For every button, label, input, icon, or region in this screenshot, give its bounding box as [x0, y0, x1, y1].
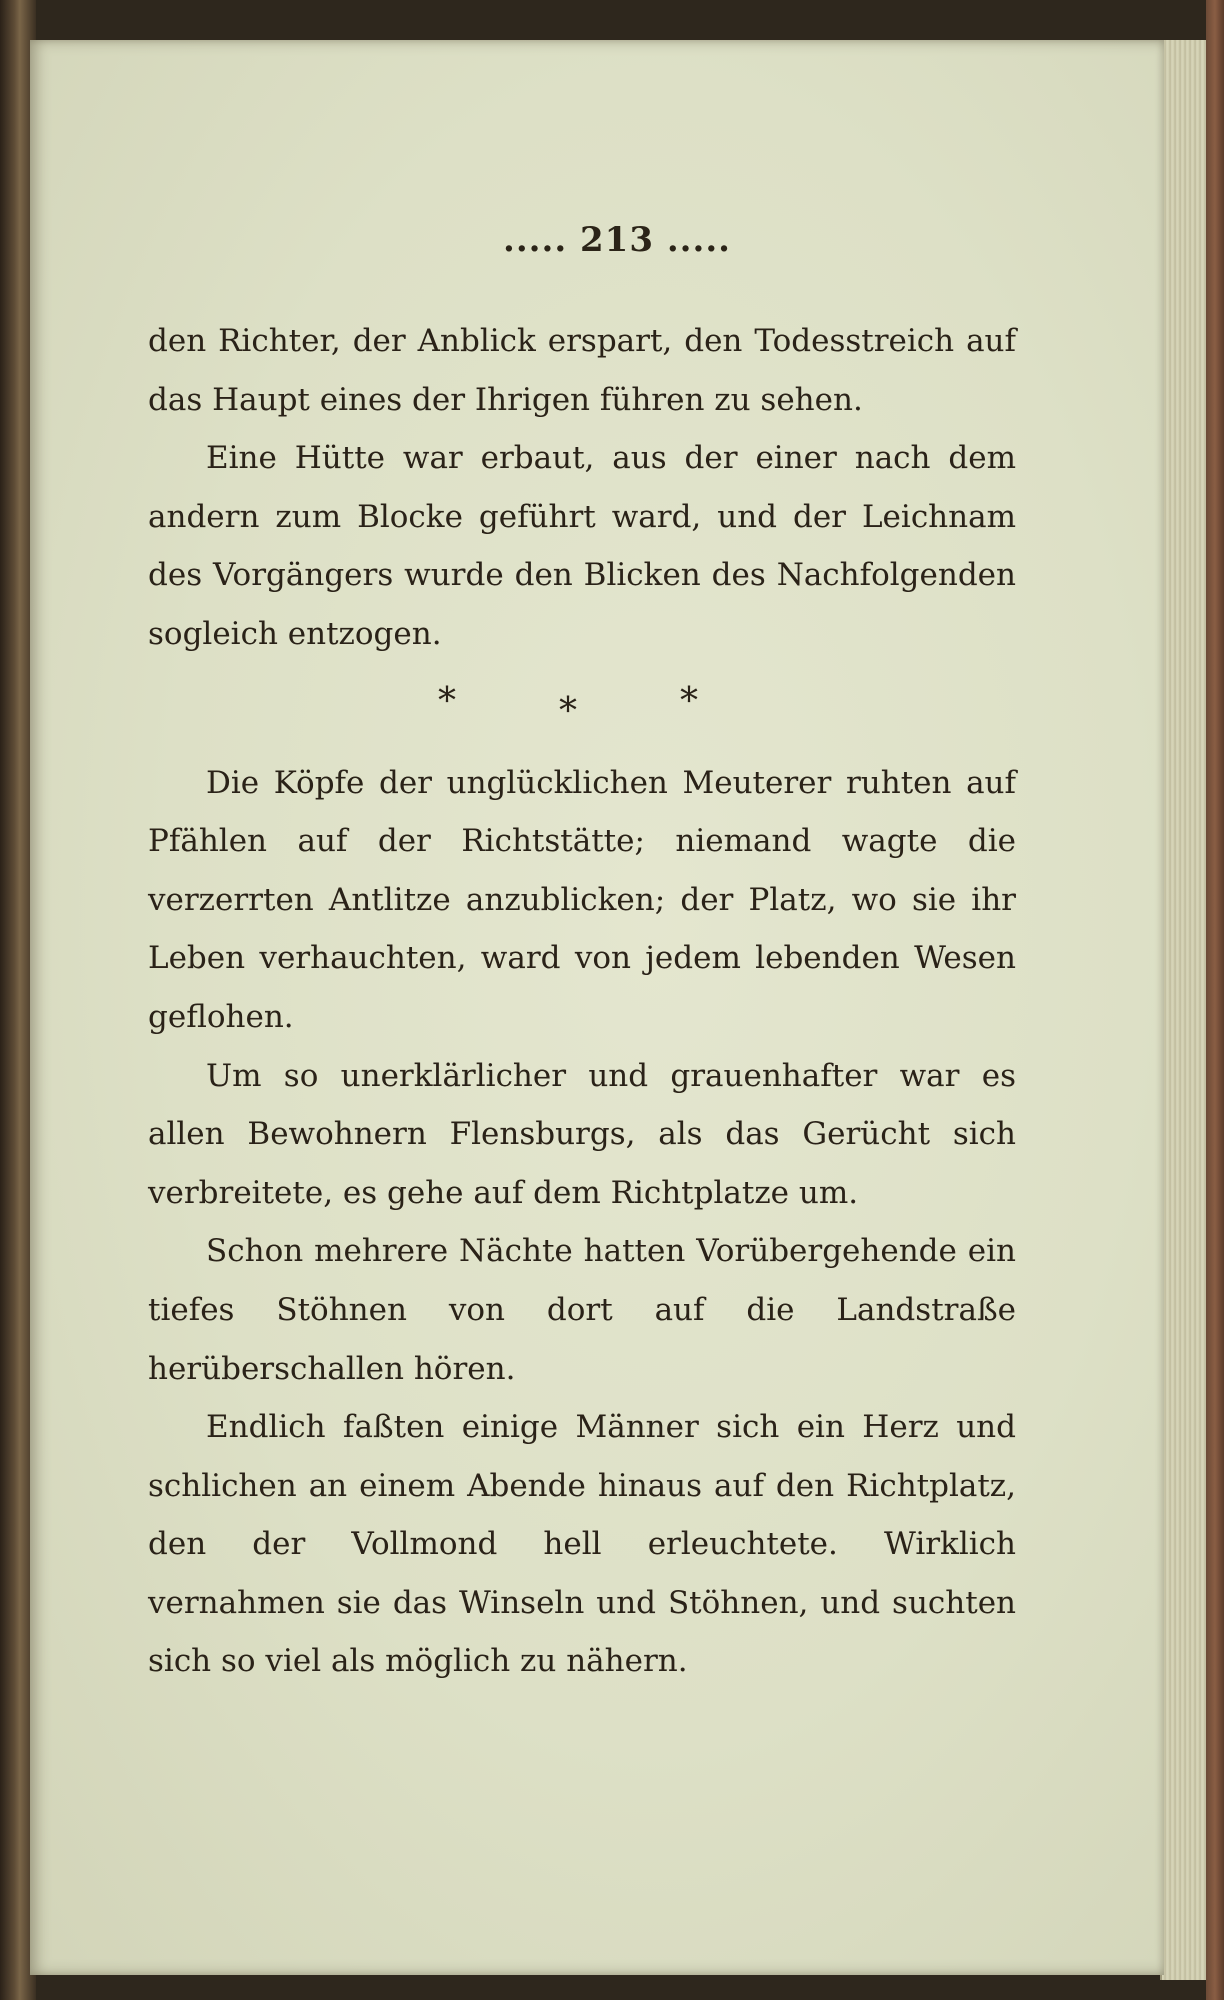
book-page [30, 40, 1164, 1975]
asterisk: * [680, 680, 698, 722]
section-separator [438, 672, 698, 742]
paragraph: Schon mehrere Nächte hatten Vorübergehende ein tiefes Stöhnen von dort auf die Landstraße herüberschallen hören. [148, 1233, 1016, 1387]
paragraph: Die Köpfe der unglücklichen Meuterer ruhten auf Pfählen auf der Richtstätte; niemand wagte die verzerrten Antlitze anzublicken; der Platz, wo sie ihr Leben verhauchten, ward von jedem lebenden Wesen geflohen. [148, 764, 1016, 1035]
paragraph: Endlich faßten einige Männer sich ein Herz und schlichen an einem Abende hinaus auf den Richtplatz, den der Vollmond hell erleuchtete. Wirklich vernahmen sie das Winseln und Stöhnen, und suchten sich so viel als möglich zu nähern. [148, 1409, 1016, 1680]
page-number: ..... 213 ..... [502, 220, 731, 260]
paragraph-continued: den Richter, der Anblick erspart, den Todesstreich auf das Haupt eines der Ihrigen führen zu sehen. [148, 323, 1016, 418]
page-text [148, 312, 1016, 1691]
paragraph: Eine Hütte war erbaut, aus der einer nach dem andern zum Blocke geführt ward, und der Leichnam des Vorgängers wurde den Blicken des Nachfolgenden sogleich entzogen. [148, 440, 1016, 652]
asterisk: * [438, 680, 456, 722]
book-cover-edge [1206, 0, 1224, 2000]
paragraph: Um so unerklärlicher und grauenhafter war es allen Bewohnern Flensburgs, als das Gerücht sich verbreitete, es gehe auf dem Richtplatze um. [148, 1057, 1016, 1211]
asterisk: * [559, 690, 577, 732]
